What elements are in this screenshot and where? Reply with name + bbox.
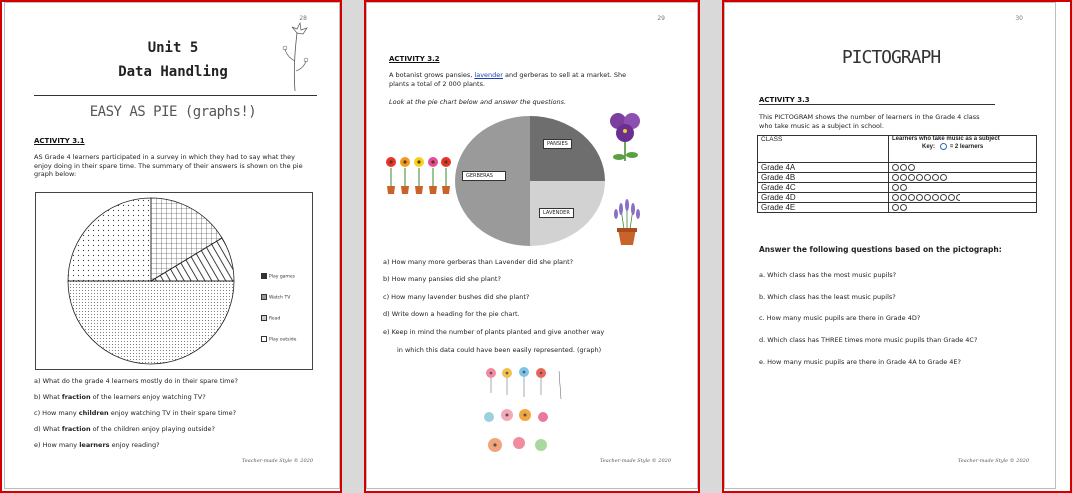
smiley-icon: [924, 194, 931, 201]
smiley-icon: [892, 194, 899, 201]
table-row: [758, 203, 1037, 213]
page-number: 30: [1015, 15, 1023, 22]
pansy-plant-icon: [605, 109, 645, 169]
pie-slice-gerberas: [455, 116, 530, 246]
pie-graph: [36, 193, 312, 369]
page-title: PICTOGRAPH: [841, 47, 941, 68]
question-b: b) How many pansies did she plant?: [383, 275, 501, 283]
smiley-icon: [916, 194, 923, 201]
row-faces: [889, 163, 1037, 173]
legend-play-games: Play games: [261, 273, 295, 280]
page-footer: Teacher-made Style © 2020: [241, 458, 313, 464]
header-learners: Learners who take music as a subject Key: = 2 learners: [889, 136, 1037, 163]
question-c: c) How many lavender bushes did she plant?: [383, 293, 530, 301]
legend-watch-tv: Watch TV: [261, 294, 290, 301]
plants-pie-chart: [453, 116, 607, 246]
page-28: [4, 2, 340, 489]
smiley-icon: [900, 204, 907, 211]
question-d: d) Write down a heading for the pie chart.: [383, 310, 520, 318]
smiley-icon: [924, 174, 931, 181]
question-a: a) What do the grade 4 learners mostly do in their spare time?: [34, 377, 238, 385]
question-c: c. How many music pupils are there in Grade 4D?: [759, 314, 921, 322]
pie-graph-box: [35, 192, 313, 370]
lavender-pot-icon: [611, 199, 643, 249]
activity-intro-line2: plants a total of 2 000 plants.: [389, 80, 486, 88]
question-c: c) How many children enjoy watching TV in their spare time?: [34, 409, 237, 417]
row-faces: [889, 183, 1037, 193]
smiley-icon: [900, 174, 907, 181]
flower-doodles-icon: [479, 363, 579, 459]
question-e-line2: in which this data could have been easily represented. (graph): [397, 346, 602, 354]
activity-intro-line1: A botanist grows pansies, lavender and gerberas to sell at a market. She: [389, 71, 627, 79]
question-e: e) How many learners enjoy reading?: [34, 441, 160, 449]
smiley-icon: [908, 174, 915, 181]
questions-heading: Answer the following questions based on the pictograph:: [759, 245, 1002, 254]
flower-doodle-icon: [275, 21, 315, 93]
table-row: [758, 173, 1037, 183]
smiley-icon: [892, 184, 899, 191]
row-label: Grade 4D: [758, 193, 889, 203]
question-e-line1: e) Keep in mind the number of plants planted and give another way: [383, 328, 605, 336]
title-rule: [34, 95, 317, 96]
key-smiley-icon: [940, 143, 947, 150]
question-e: e. How many music pupils are there in Grade 4A to Grade 4E?: [759, 358, 961, 366]
table-row: [758, 193, 1037, 203]
activity-intro: AS Grade 4 learners participated in a survey in which they had to say what they enjoy doing in their spare time. The summary of their answers is shown on the pie graph below:: [34, 153, 303, 178]
page-number: 28: [299, 15, 307, 22]
activity-intro-line2: who take music as a subject in school.: [759, 122, 884, 130]
smiley-icon: [900, 194, 907, 201]
unit-subtitle: Data Handling: [118, 64, 228, 80]
activity-intro-line1: This PICTOGRAM shows the number of learners in the Grade 4 class: [759, 113, 980, 121]
legend-play-outside: Play outside: [261, 336, 296, 343]
smiley-icon: [932, 194, 939, 201]
row-label: Grade 4B: [758, 173, 889, 183]
smiley-icon: [932, 174, 939, 181]
row-faces: [889, 203, 1037, 213]
row-label: Grade 4E: [758, 203, 889, 213]
gerbera-pots-icon: [383, 148, 455, 198]
question-b: b. Which class has the least music pupils?: [759, 293, 896, 301]
page-footer: Teacher-made Style © 2020: [599, 458, 671, 464]
table-row: [758, 183, 1037, 193]
activity-label: ACTIVITY 3.3: [759, 96, 995, 105]
page-number: 29: [657, 15, 665, 22]
smiley-icon: [908, 164, 915, 171]
instruction-text: Look at the pie chart below and answer the questions.: [389, 98, 567, 106]
row-faces: [889, 193, 1037, 203]
row-faces: [889, 173, 1037, 183]
smiley-icon: [892, 204, 899, 211]
question-a: a. Which class has the most music pupils?: [759, 271, 897, 279]
legend-read: Read: [261, 315, 280, 322]
smiley-icon: [892, 174, 899, 181]
row-label: Grade 4A: [758, 163, 889, 173]
smiley-icon: [948, 194, 955, 201]
activity-label: ACTIVITY 3.1: [34, 137, 85, 145]
activity-label: ACTIVITY 3.2: [389, 55, 440, 63]
page-30: [724, 2, 1056, 489]
pictograph-table: [757, 135, 1037, 213]
unit-title: Unit 5: [147, 40, 199, 56]
pie-slice-read: [68, 281, 234, 364]
page-footer: Teacher-made Style © 2020: [957, 458, 1029, 464]
label-pansies: PANSIES: [543, 139, 572, 149]
page-gap: [340, 0, 366, 493]
smiley-icon: [916, 174, 923, 181]
question-d: d. Which class has THREE times more music pupils than Grade 4C?: [759, 336, 978, 344]
row-label: Grade 4C: [758, 183, 889, 193]
smiley-icon: [940, 174, 947, 181]
table-row: [758, 163, 1037, 173]
smiley-icon: [900, 184, 907, 191]
smiley-icon: [908, 194, 915, 201]
half-smiley-icon: [956, 194, 960, 201]
page-29: [366, 2, 698, 489]
smiley-icon: [940, 194, 947, 201]
question-a: a) How many more gerberas than Lavender did she plant?: [383, 258, 574, 266]
page-gap: [698, 0, 724, 493]
question-b: b) What fraction of the learners enjoy watching TV?: [34, 393, 206, 401]
question-d: d) What fraction of the children enjoy playing outside?: [34, 425, 215, 433]
label-lavender: LAVENDER: [539, 208, 574, 218]
label-gerberas: GERBERAS: [462, 171, 506, 181]
pie-slice-play-outside: [68, 198, 151, 281]
header-class: CLASS: [758, 136, 889, 163]
section-heading: EASY AS PIE (graphs!): [89, 104, 257, 120]
smiley-icon: [892, 164, 899, 171]
smiley-icon: [900, 164, 907, 171]
